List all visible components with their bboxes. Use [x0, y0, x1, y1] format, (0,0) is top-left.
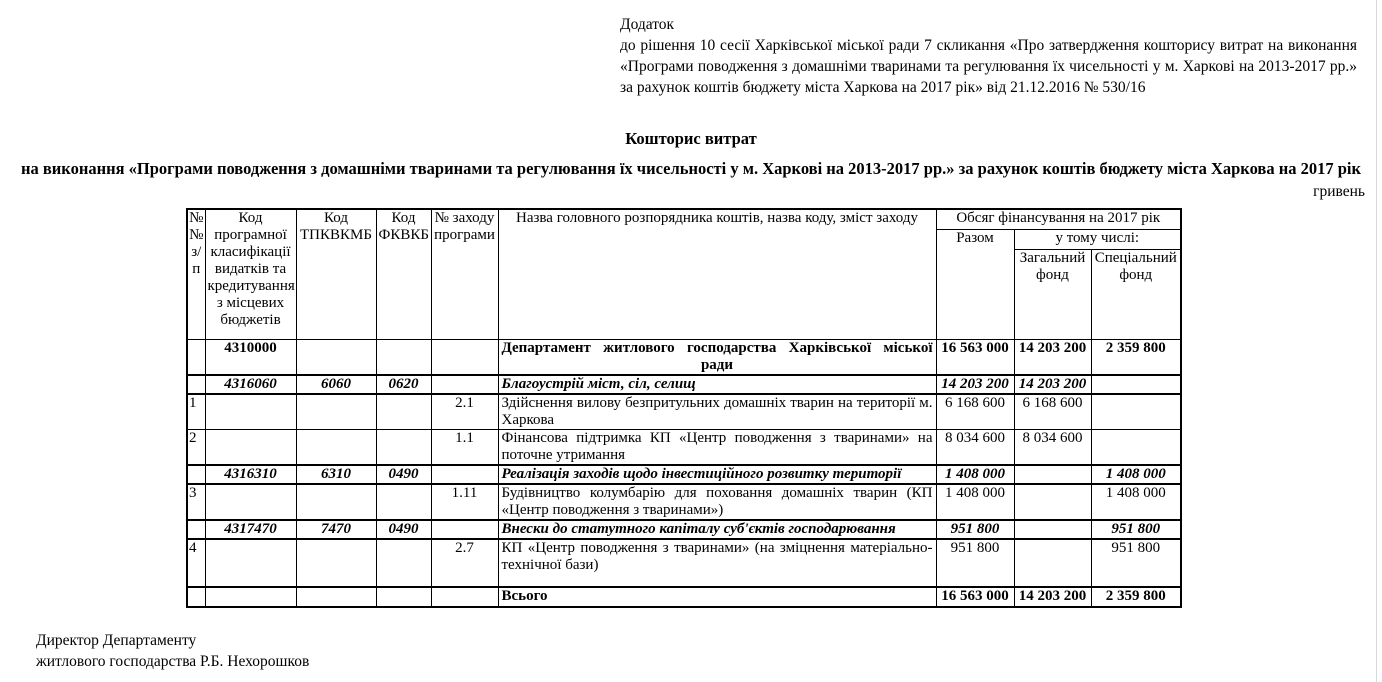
- cell-fkvkb-code: [376, 394, 431, 430]
- cell-fkvkb-code: [376, 587, 431, 607]
- cell-special-fund: 951 800: [1091, 539, 1181, 587]
- cell-measure-number: [431, 520, 498, 539]
- cell-tpkvkmb-code: 7470: [296, 520, 376, 539]
- cell-tpkvkmb-code: [296, 429, 376, 465]
- cell-program-code: [205, 429, 296, 465]
- cell-program-code: 4317470: [205, 520, 296, 539]
- cell-tpkvkmb-code: 6310: [296, 465, 376, 484]
- cell-row-number: [187, 375, 205, 394]
- table-row-item: [187, 394, 1181, 430]
- cell-tpkvkmb-code: [296, 539, 376, 587]
- cell-row-number: 2: [187, 429, 205, 465]
- cell-program-code: 4310000: [205, 339, 296, 375]
- cell-fkvkb-code: [376, 339, 431, 375]
- cell-total: 16 563 000: [936, 339, 1014, 375]
- cell-measure-number: [431, 587, 498, 607]
- cell-name: Внески до статутного капіталу суб'єктів господарювання: [498, 520, 936, 539]
- cell-special-fund: 2 359 800: [1091, 339, 1181, 375]
- table-row-grand-total: [187, 587, 1181, 607]
- cell-total: 951 800: [936, 539, 1014, 587]
- table-row-subtotal: [187, 520, 1181, 539]
- cell-special-fund: [1091, 429, 1181, 465]
- cell-tpkvkmb-code: [296, 339, 376, 375]
- table-row-item: [187, 484, 1181, 520]
- cell-total: 14 203 200: [936, 375, 1014, 394]
- cell-fkvkb-code: [376, 484, 431, 520]
- col-header-row-number: № № з/п: [187, 209, 205, 339]
- col-header-including: у тому числі:: [1014, 229, 1181, 249]
- cell-special-fund: 951 800: [1091, 520, 1181, 539]
- cell-total: 951 800: [936, 520, 1014, 539]
- col-header-tpkvkmb-code: Код ТПКВКМБ: [296, 209, 376, 339]
- cell-general-fund: 14 203 200: [1014, 375, 1091, 394]
- col-header-fkvkb-code: Код ФКВКБ: [376, 209, 431, 339]
- cell-row-number: 4: [187, 539, 205, 587]
- page-subtitle: на виконання «Програми поводження з домашніми тваринами та регулювання їх чисельності у м. Харкові на 2013-2017 рр.» за рахунок коштів бюджету міста Харкова на 2017 рік: [21, 159, 1361, 178]
- table-row-subtotal: [187, 375, 1181, 394]
- cell-program-code: 4316310: [205, 465, 296, 484]
- cell-special-fund: [1091, 375, 1181, 394]
- cell-name: Здійснення вилову безпритульних домашніх тварин на території м. Харкова: [498, 394, 936, 430]
- cell-fkvkb-code: 0490: [376, 465, 431, 484]
- cell-measure-number: 1.11: [431, 484, 498, 520]
- table-row-item: [187, 539, 1181, 587]
- cell-name: Реалізація заходів щодо інвестиційного розвитку території: [498, 465, 936, 484]
- cell-row-number: 1: [187, 394, 205, 430]
- cell-total: 16 563 000: [936, 587, 1014, 607]
- table-row-item: [187, 429, 1181, 465]
- cell-name: Всього: [498, 587, 936, 607]
- cell-measure-number: 2.1: [431, 394, 498, 430]
- annex-block: [620, 14, 1357, 98]
- cell-name: Фінансова підтримка КП «Центр поводження з тваринами» на поточне утримання: [498, 429, 936, 465]
- cell-special-fund: 1 408 000: [1091, 465, 1181, 484]
- cell-tpkvkmb-code: [296, 484, 376, 520]
- cell-tpkvkmb-code: 6060: [296, 375, 376, 394]
- cell-general-fund: 14 203 200: [1014, 587, 1091, 607]
- signature-position-line: Директор Департаменту: [36, 632, 197, 649]
- table-header-row: [187, 209, 1181, 229]
- col-header-measure-number: № заходу програми: [431, 209, 498, 339]
- annex-label: Додаток: [620, 16, 675, 33]
- cell-total: 8 034 600: [936, 429, 1014, 465]
- cell-total: 6 168 600: [936, 394, 1014, 430]
- cell-measure-number: 2.7: [431, 539, 498, 587]
- cell-measure-number: [431, 465, 498, 484]
- cell-general-fund: [1014, 520, 1091, 539]
- page-title: Кошторис витрат: [625, 129, 757, 148]
- cell-tpkvkmb-code: [296, 587, 376, 607]
- col-header-special-fund: Спеціальний фонд: [1091, 249, 1181, 339]
- cell-measure-number: [431, 339, 498, 375]
- cell-general-fund: 8 034 600: [1014, 429, 1091, 465]
- cell-fkvkb-code: 0490: [376, 520, 431, 539]
- currency-note: гривень: [1313, 183, 1365, 200]
- cell-name: Департамент житлового господарства Харківської міської ради: [498, 339, 936, 375]
- cell-general-fund: [1014, 465, 1091, 484]
- cell-total: 1 408 000: [936, 484, 1014, 520]
- cell-fkvkb-code: 0620: [376, 375, 431, 394]
- cell-name: Будівництво колумбарію для поховання домашніх тварин (КП «Центр поводження з тваринами»): [498, 484, 936, 520]
- cell-name: КП «Центр поводження з тваринами» (на зміцнення матеріально-технічної бази): [498, 539, 936, 587]
- cell-general-fund: [1014, 484, 1091, 520]
- budget-table: [186, 208, 1182, 608]
- cell-program-code: [205, 587, 296, 607]
- cell-row-number: [187, 520, 205, 539]
- cell-measure-number: 1.1: [431, 429, 498, 465]
- col-header-total: Разом: [936, 229, 1014, 339]
- signature-name-line: житлового господарства Р.Б. Нехорошков: [36, 653, 310, 670]
- cell-general-fund: 14 203 200: [1014, 339, 1091, 375]
- cell-program-code: [205, 394, 296, 430]
- cell-measure-number: [431, 375, 498, 394]
- cell-row-number: [187, 587, 205, 607]
- cell-row-number: 3: [187, 484, 205, 520]
- cell-row-number: [187, 465, 205, 484]
- cell-fkvkb-code: [376, 539, 431, 587]
- cell-program-code: 4316060: [205, 375, 296, 394]
- cell-fkvkb-code: [376, 429, 431, 465]
- cell-special-fund: [1091, 394, 1181, 430]
- table-row-subtotal: [187, 465, 1181, 484]
- signature-block: [36, 630, 309, 672]
- col-header-financing: Обсяг фінансування на 2017 рік: [936, 209, 1181, 229]
- annex-text: до рішення 10 сесії Харківської міської ради 7 скликання «Про затвердження кошторису витрат на виконання «Програми поводження з домашніми тваринами та регулювання їх чисельності у м. Харкові на 2013-2017 рр.» за рахунок коштів бюджету міста Харкова на 2017 рік» від 21.12.2016 № 530/16: [620, 37, 1357, 96]
- cell-row-number: [187, 339, 205, 375]
- cell-total: 1 408 000: [936, 465, 1014, 484]
- cell-program-code: [205, 484, 296, 520]
- col-header-program-code: Код програмної класифікації видатків та кредитування з місцевих бюджетів: [205, 209, 296, 339]
- cell-name: Благоустрій міст, сіл, селищ: [498, 375, 936, 394]
- window-edge-line: [1376, 0, 1377, 682]
- table-row-department: [187, 339, 1181, 375]
- cell-general-fund: 6 168 600: [1014, 394, 1091, 430]
- cell-general-fund: [1014, 539, 1091, 587]
- cell-program-code: [205, 539, 296, 587]
- col-header-name: Назва головного розпорядника коштів, назва коду, зміст заходу: [498, 209, 936, 339]
- col-header-general-fund: Загальний фонд: [1014, 249, 1091, 339]
- cell-tpkvkmb-code: [296, 394, 376, 430]
- cell-special-fund: 2 359 800: [1091, 587, 1181, 607]
- cell-special-fund: 1 408 000: [1091, 484, 1181, 520]
